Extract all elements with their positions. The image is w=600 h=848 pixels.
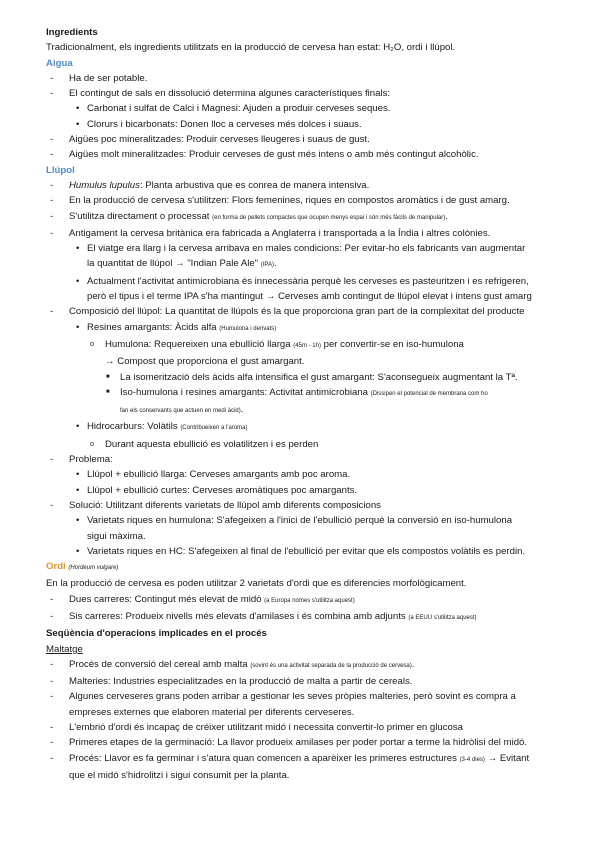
level4-list-item: ■ La isomerització dels àcids alfa intensifica el gust amargant: S'aconsegueix augmentant la Tª.	[106, 371, 518, 383]
subheading-maltatge: Maltatge	[46, 643, 83, 655]
sub-sub-list-item-continuation: → Compost que proporciona el gust amargant.	[105, 356, 305, 368]
sub-list-item: • Actualment l'activitat antimicrobiana és innecessària perquè les cerveses es pasteuritzen i es refrigeren,	[76, 275, 529, 287]
section-heading-ordi: Ordi (Hordeum vulgare)	[46, 561, 119, 573]
level4-list-item: ■ Iso-humulona i resines amargants: Activitat antimicrobiana (Dissipen el potencial de membrana com ho	[106, 386, 488, 398]
sub-list-item: • Carbonat i sulfat de Calci i Magnesi: Ajuden a produir cerveses seques.	[76, 103, 391, 115]
list-item: - Malteries: Industries especialitzades en la producció de malta a partir de cereals.	[50, 676, 413, 688]
list-item: - Antigament la cervesa britànica era fabricada a Anglaterra i transportada a la Índia i altres colònies.	[50, 227, 491, 239]
list-item: - Primeres etapes de la germinació: La llavor produeix amilases per poder portar a terme la hidròlisi del midó.	[50, 737, 528, 749]
sub-list-item: • Llúpol + ebullició llarga: Cerveses amargants amb poc aroma.	[76, 469, 351, 481]
sub-list-item: • Resines amargants: Àcids alfa (Humulona i derivats)	[76, 321, 277, 333]
list-item: - Algunes cerveseres grans poden arribar a gestionar les seves pròpies malteries, però sovint es compra a	[50, 691, 516, 703]
list-item: - S'utilitza directament o processat (en forma de pellets compactes que ocupen menys espai i són més fàcils de manipular).	[50, 210, 448, 222]
list-item: - Procés: Llavor es fa germinar i s'atura quan comencen a aparèixer les primeres estructures (3-4 dies) → Evitant	[50, 752, 530, 764]
list-item: - Problema:	[50, 454, 113, 466]
list-item-continuation: empreses externes que elaboren material per diferents cerveseres.	[69, 706, 355, 718]
list-item: - Composició del llúpol: La quantitat de llúpols és la que proporciona gran part de la complexitat del producte	[50, 306, 525, 318]
sub-list-item: • El viatge era llarg i la cervesa arribava en males condicions: Per evitar-ho els fabricants van augmentar	[76, 243, 526, 255]
list-item: - Procés de conversió del cereal amb malta (sovint és una activitat separada de la producció de cervesa).	[50, 658, 415, 670]
sub-list-item-continuation: però el tipus i el terme IPA s'ha mantingut → Cerveses amb contingut de llúpol elevat i intens gust amarg	[87, 291, 532, 303]
sub-list-item-continuation: la quantitat de llúpol → "Indian Pale Ale" (IPA).	[87, 258, 277, 270]
sub-list-item: • Clorurs i bicarbonats: Donen lloc a cerveses més dolces i suaus.	[76, 118, 362, 130]
list-item: - Humulus lupulus: Planta arbustiva que es conrea de manera intensiva.	[50, 179, 370, 191]
list-item: - Dues carreres: Contingut més elevat de midó (a Europa nomes s'utilitza aquest)	[50, 593, 355, 605]
sub-list-item: • Llúpol + ebullició curtes: Cerveses aromàtiques poc amargants.	[76, 484, 358, 496]
list-item: - Solució: Utilitzant diferents varietats de llúpol amb diferents composicions	[50, 499, 381, 511]
intro-paragraph: Tradicionalment, els ingredients utilitzats en la producció de cervesa han estat: H₂O, ordi i llúpol.	[46, 42, 456, 54]
level4-list-item-continuation: fan els conservants que actuen en medi àcid).	[120, 404, 244, 416]
list-item: - Sis carreres: Produeix nivells més elevats d'amilases i és combina amb adjunts (a EEUU s'utilitza aquest)	[50, 610, 477, 622]
ordi-intro: En la producció de cervesa es poden utilitzar 2 varietats d'ordi que es diferencies morfològicament.	[46, 578, 467, 590]
section-heading-aigua: Aigua	[46, 57, 73, 69]
list-item: - El contingut de sals en dissolució determina algunes característiques finals:	[50, 88, 391, 100]
section-heading-llupol: Llúpol	[46, 164, 75, 176]
list-item: - Aigües poc mineralitzades: Produir cerveses lleugeres i suaus de gust.	[50, 134, 370, 146]
section-heading-sequencia: Seqüència d'operacions implicades en el procés	[46, 628, 267, 640]
page-title: Ingredients	[46, 27, 98, 38]
list-item: - L'embrió d'ordi és incapaç de créixer utilitzant midó i necessita convertir-lo primer en glucosa	[50, 722, 463, 734]
list-item: - En la producció de cervesa s'utilitzen: Flors femenines, riques en compostos aromàtics i de gust amarg.	[50, 195, 510, 207]
sub-sub-list-item: o Humulona: Requereixen una ebullició llarga (45m - 1h) per convertir-se en iso-humulona	[90, 338, 464, 350]
sub-list-item-continuation: sigui màxima.	[87, 530, 146, 542]
sub-list-item: • Varietats riques en humulona: S'afegeixen a l'inici de l'ebullició perquè la conversió en iso-humulona	[76, 515, 513, 527]
sub-list-item: • Hidrocarburs: Volàtils (Contribueixen a l'aroma)	[76, 421, 248, 433]
document-page	[46, 25, 558, 783]
list-item: - Ha de ser potable.	[50, 72, 148, 84]
list-item: - Aigües molt mineralitzades: Produir cerveses de gust més intens o amb més contingut alcohòlic.	[50, 149, 479, 161]
sub-sub-list-item: o Durant aquesta ebullició es volatilitzen i es perden	[90, 438, 319, 450]
list-item-continuation: que el midó s'hidrolitzi i sigui consumit per la planta.	[69, 769, 290, 781]
sub-list-item: • Varietats riques en HC: S'afegeixen al final de l'ebullició per evitar que els compostos volàtils es perdin.	[76, 545, 526, 557]
